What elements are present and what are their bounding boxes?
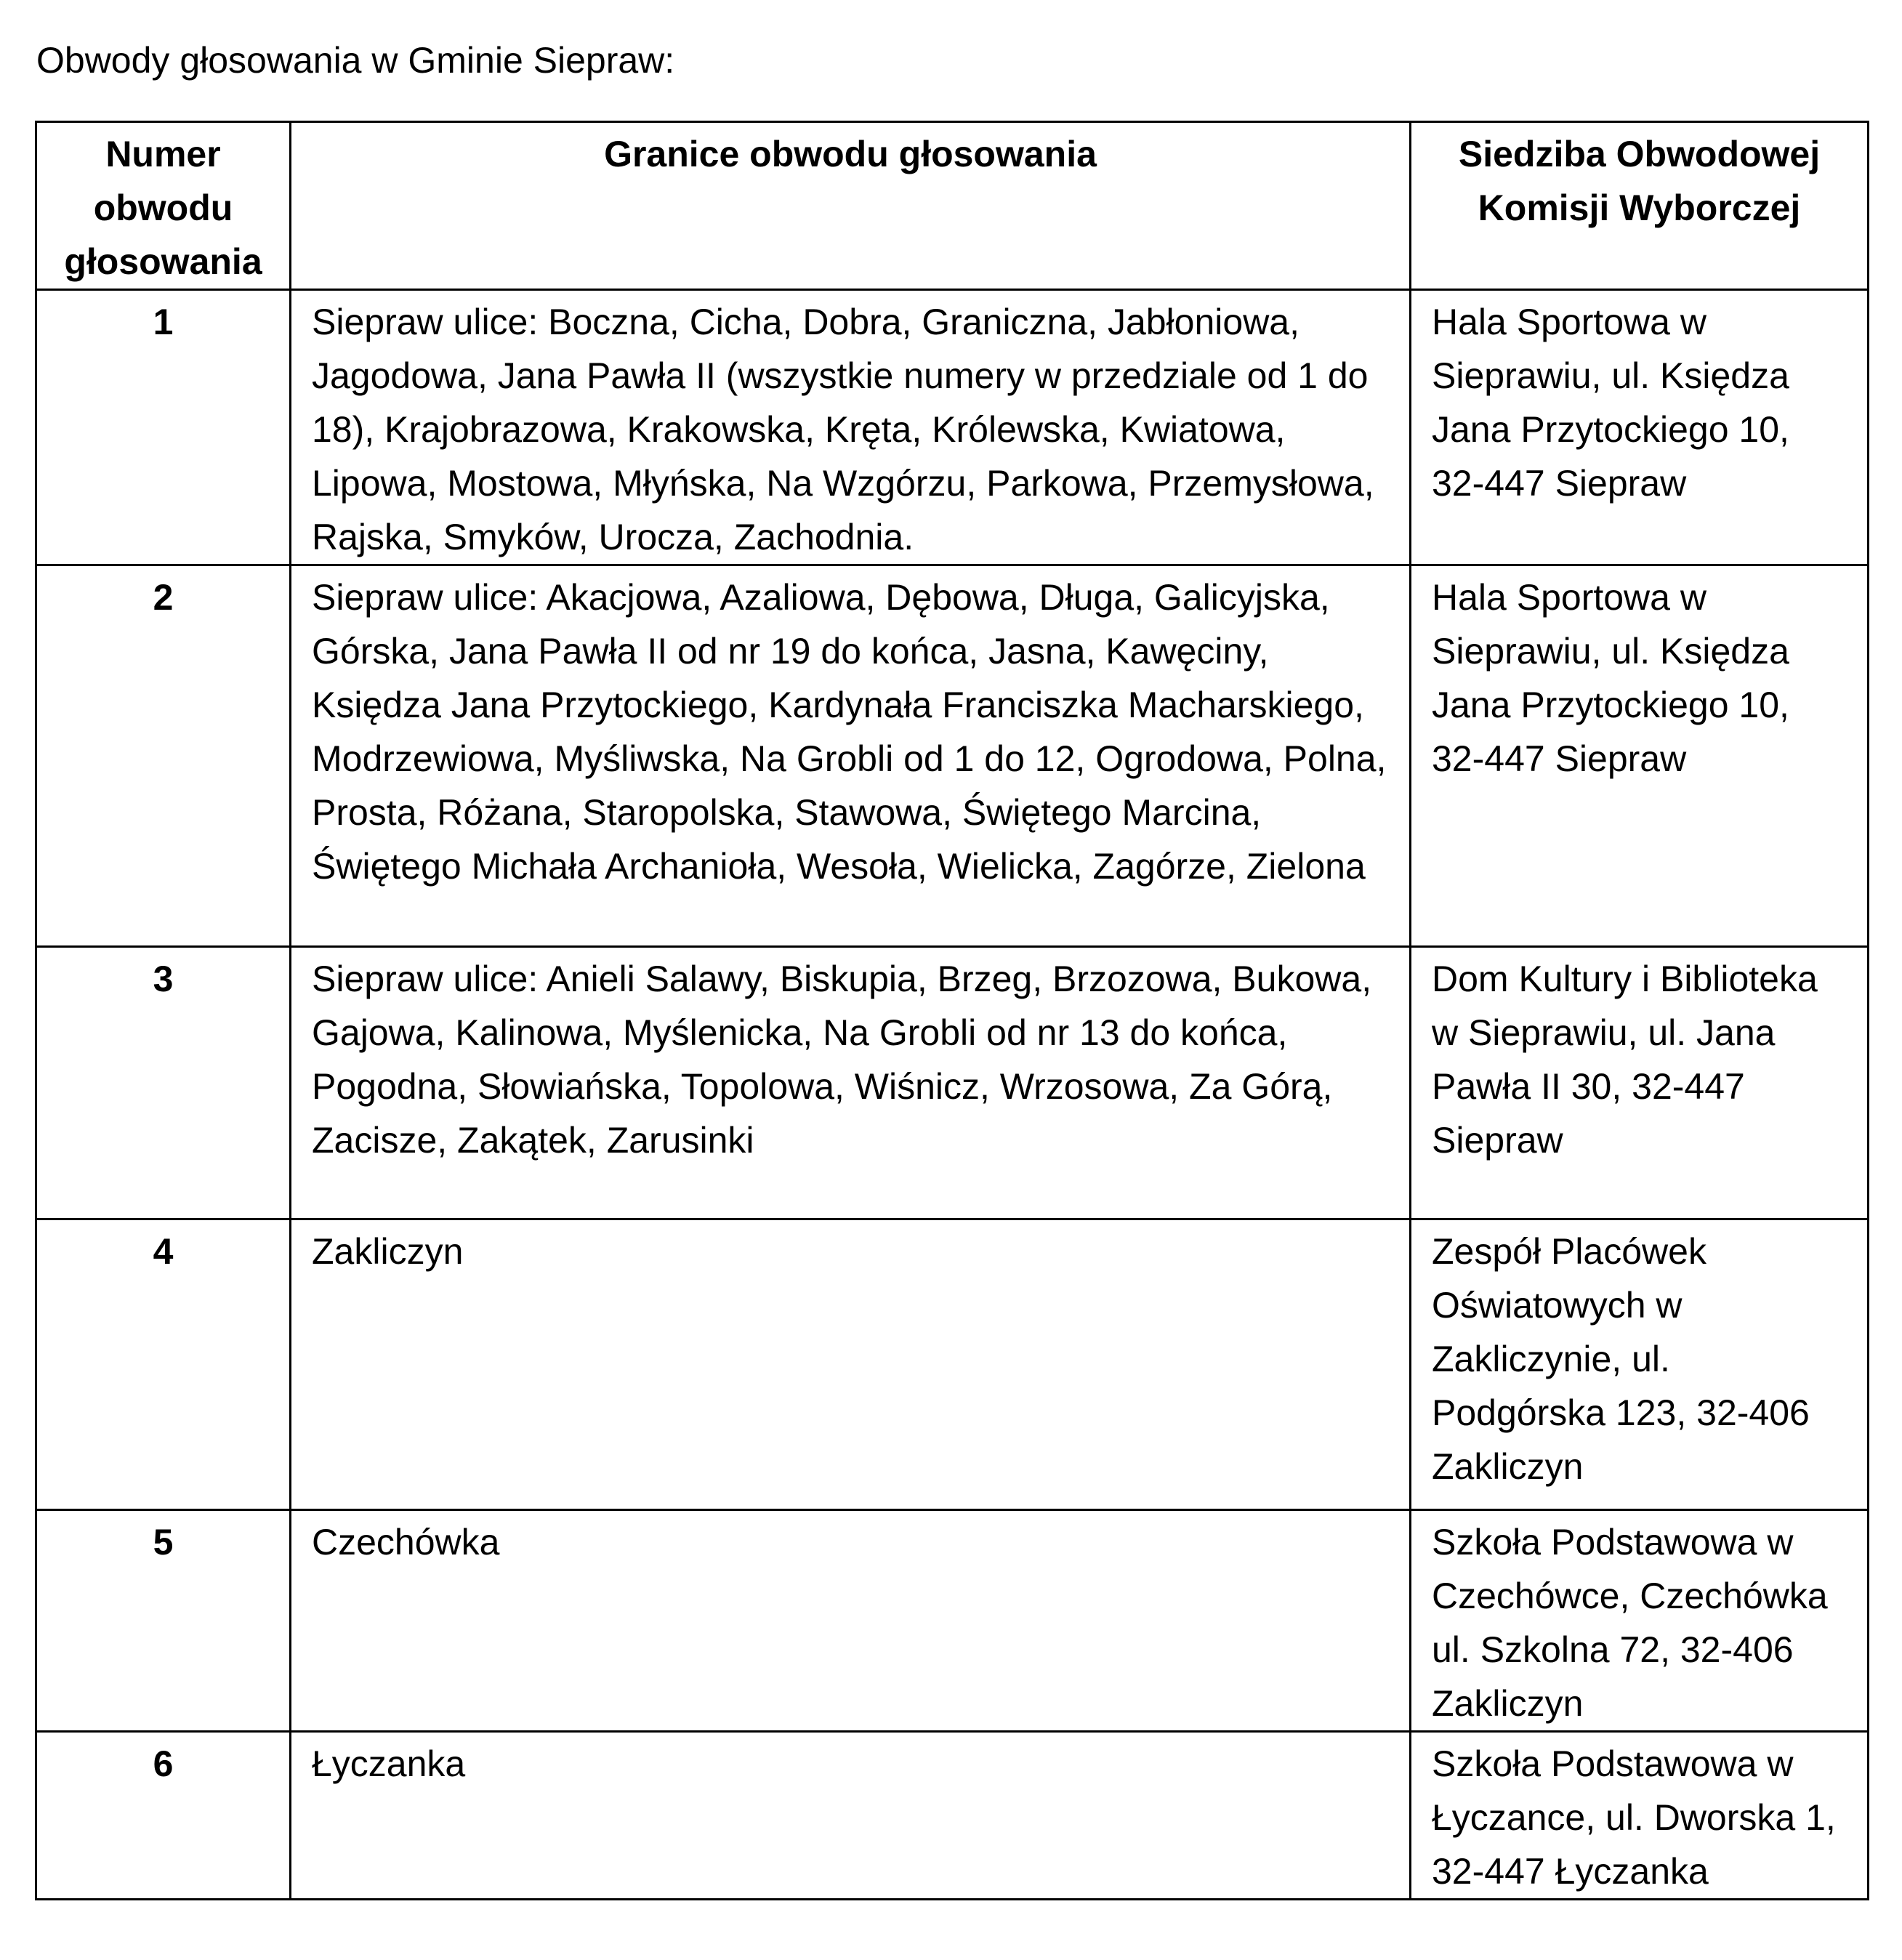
district-number: 1 [36, 290, 291, 565]
table-header-row [36, 122, 1869, 290]
district-number: 4 [36, 1219, 291, 1510]
district-boundaries: Siepraw ulice: Anieli Salawy, Biskupia, Brzeg, Brzozowa, Bukowa, Gajowa, Kalinowa, Myślenicka, Na Grobli od nr 13 do końca, Pogodna, Słowiańska, Topolowa, Wiśnicz, Wrzosowa, Za Górą, Zacisze, Zakątek, Zarusinki [291, 947, 1411, 1219]
commission-seat: Szkoła Podstawowa w Czechówce, Czechówka ul. Szkolna 72, 32-406 Zakliczyn [1411, 1510, 1869, 1732]
table-row [36, 565, 1869, 947]
district-number: 6 [36, 1732, 291, 1900]
district-boundaries: Czechówka [291, 1510, 1411, 1732]
commission-seat: Dom Kultury i Biblioteka w Sieprawiu, ul. Jana Pawła II 30, 32-447 Siepraw [1411, 947, 1869, 1219]
header-district-number: Numer obwodu głosowania [36, 122, 291, 290]
page-title: Obwody głosowania w Gminie Siepraw: [36, 40, 675, 81]
table-row [36, 290, 1869, 565]
district-number: 2 [36, 565, 291, 947]
commission-seat: Hala Sportowa w Sieprawiu, ul. Księdza Jana Przytockiego 10, 32-447 Siepraw [1411, 565, 1869, 947]
table-row [36, 947, 1869, 1219]
polling-districts-table [35, 121, 1869, 1900]
commission-seat: Zespół Placówek Oświatowych w Zakliczynie, ul. Podgórska 123, 32-406 Zakliczyn [1411, 1219, 1869, 1510]
table-row [36, 1510, 1869, 1732]
header-district-boundaries: Granice obwodu głosowania [291, 122, 1411, 290]
district-boundaries: Łyczanka [291, 1732, 1411, 1900]
header-commission-seat: Siedziba Obwodowej Komisji Wyborczej [1411, 122, 1869, 290]
commission-seat: Hala Sportowa w Sieprawiu, ul. Księdza Jana Przytockiego 10, 32-447 Siepraw [1411, 290, 1869, 565]
district-number: 3 [36, 947, 291, 1219]
table-row [36, 1219, 1869, 1510]
table-row [36, 1732, 1869, 1900]
district-boundaries: Siepraw ulice: Boczna, Cicha, Dobra, Graniczna, Jabłoniowa, Jagodowa, Jana Pawła II (wszystkie numery w przedziale od 1 do 18), Krajobrazowa, Krakowska, Kręta, Królewska, Kwiatowa, Lipowa, Mostowa, Młyńska, Na Wzgórzu, Parkowa, Przemysłowa, Rajska, Smyków, Urocza, Zachodnia. [291, 290, 1411, 565]
district-number: 5 [36, 1510, 291, 1732]
district-boundaries: Zakliczyn [291, 1219, 1411, 1510]
commission-seat: Szkoła Podstawowa w Łyczance, ul. Dworska 1, 32-447 Łyczanka [1411, 1732, 1869, 1900]
district-boundaries: Siepraw ulice: Akacjowa, Azaliowa, Dębowa, Długa, Galicyjska, Górska, Jana Pawła II od nr 19 do końca, Jasna, Kawęciny, Księdza Jana Przytockiego, Kardynała Franciszka Macharskiego, Modrzewiowa, Myśliwska, Na Grobli od 1 do 12, Ogrodowa, Polna, Prosta, Różana, Staropolska, Stawowa, Świętego Marcina, Świętego Michała Archanioła, Wesoła, Wielicka, Zagórze, Zielona [291, 565, 1411, 947]
